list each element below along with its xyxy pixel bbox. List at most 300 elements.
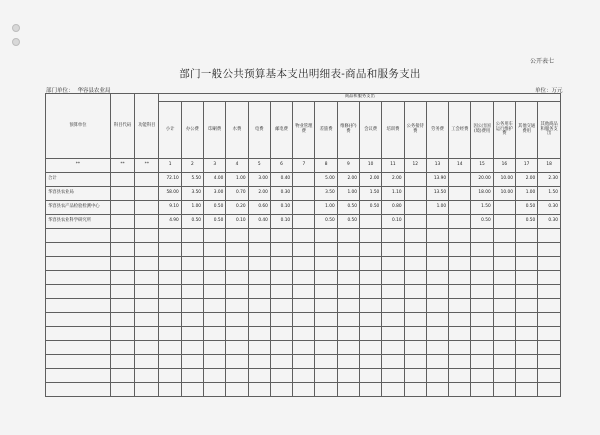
empty-cell <box>426 229 448 243</box>
table-cell: 0.10 <box>270 201 292 215</box>
empty-cell <box>538 327 561 341</box>
column-number: 1 <box>159 159 181 173</box>
empty-row <box>46 341 561 355</box>
empty-cell <box>181 271 203 285</box>
empty-cell <box>293 229 315 243</box>
empty-cell <box>515 341 537 355</box>
table-cell: 13.50 <box>426 187 448 201</box>
table-cell: 2.00 <box>515 173 537 187</box>
empty-cell <box>270 341 292 355</box>
empty-cell <box>270 285 292 299</box>
empty-cell <box>293 299 315 313</box>
empty-row <box>46 271 561 285</box>
empty-cell <box>248 341 270 355</box>
empty-cell <box>204 327 226 341</box>
empty-cell <box>471 229 493 243</box>
empty-cell <box>248 229 270 243</box>
empty-cell <box>538 257 561 271</box>
table-cell <box>404 187 426 201</box>
empty-cell <box>204 341 226 355</box>
empty-cell <box>46 229 111 243</box>
row-function <box>135 173 159 187</box>
table-cell: 2.00 <box>337 173 359 187</box>
table-cell: 13.90 <box>426 173 448 187</box>
empty-cell <box>382 229 404 243</box>
table-cell: 0.60 <box>248 201 270 215</box>
column-number: 12 <box>404 159 426 173</box>
table-cell: 0.50 <box>204 215 226 229</box>
empty-cell <box>226 229 248 243</box>
empty-cell <box>248 257 270 271</box>
empty-cell <box>248 355 270 369</box>
empty-cell <box>226 271 248 285</box>
empty-cell <box>426 285 448 299</box>
empty-cell <box>493 243 515 257</box>
empty-cell <box>315 341 337 355</box>
empty-cell <box>248 299 270 313</box>
empty-cell <box>449 383 471 397</box>
empty-cell <box>493 299 515 313</box>
empty-cell <box>337 355 359 369</box>
table-cell: 2.00 <box>382 173 404 187</box>
table-cell: 18.00 <box>471 187 493 201</box>
column-number: 15 <box>471 159 493 173</box>
empty-cell <box>270 257 292 271</box>
empty-cell <box>248 369 270 383</box>
empty-cell <box>426 271 448 285</box>
table-code: 公开表七 <box>530 58 555 65</box>
empty-cell <box>360 341 382 355</box>
column-header: 电费 <box>248 102 270 159</box>
row-unit: 华容县农产品检验检测中心 <box>46 201 111 215</box>
empty-cell <box>204 285 226 299</box>
empty-row <box>46 229 561 243</box>
column-header: 维修(护)费 <box>337 102 359 159</box>
column-header: 劳务费 <box>426 102 448 159</box>
empty-cell <box>293 271 315 285</box>
table-cell: 5.00 <box>315 173 337 187</box>
empty-cell <box>337 313 359 327</box>
empty-cell <box>426 299 448 313</box>
table-cell: 2.00 <box>248 187 270 201</box>
empty-cell <box>204 313 226 327</box>
empty-cell <box>270 271 292 285</box>
empty-cell <box>538 383 561 397</box>
empty-cell <box>493 257 515 271</box>
empty-cell <box>181 327 203 341</box>
empty-cell <box>159 355 181 369</box>
empty-cell <box>226 327 248 341</box>
empty-cell <box>46 313 111 327</box>
empty-cell <box>315 299 337 313</box>
empty-cell <box>404 285 426 299</box>
table-cell: 58.00 <box>159 187 181 201</box>
empty-cell <box>360 369 382 383</box>
empty-cell <box>270 327 292 341</box>
index-mark: ** <box>110 159 134 173</box>
empty-cell <box>293 383 315 397</box>
table-cell: 0.10 <box>226 215 248 229</box>
empty-cell <box>110 271 134 285</box>
table-cell <box>493 215 515 229</box>
empty-cell <box>293 313 315 327</box>
empty-cell <box>426 355 448 369</box>
table-cell: 5.50 <box>181 173 203 187</box>
table-row <box>46 187 561 201</box>
empty-cell <box>270 383 292 397</box>
header-unit: 预算单位 <box>46 94 111 159</box>
table-cell <box>293 173 315 187</box>
table-cell: 2.00 <box>360 173 382 187</box>
empty-cell <box>404 383 426 397</box>
column-header: 办公费 <box>181 102 203 159</box>
empty-row <box>46 313 561 327</box>
department-unit-label: 部门单位： <box>46 88 74 94</box>
index-mark: ** <box>135 159 159 173</box>
table-cell: 4.00 <box>204 173 226 187</box>
table-cell: 0.40 <box>248 215 270 229</box>
empty-cell <box>426 369 448 383</box>
table-cell: 9.10 <box>159 201 181 215</box>
column-header: 印刷费 <box>204 102 226 159</box>
empty-cell <box>226 243 248 257</box>
empty-cell <box>159 299 181 313</box>
empty-cell <box>515 285 537 299</box>
table-cell: 0.70 <box>226 187 248 201</box>
empty-cell <box>471 271 493 285</box>
empty-cell <box>226 341 248 355</box>
empty-cell <box>382 257 404 271</box>
empty-cell <box>515 271 537 285</box>
empty-cell <box>46 285 111 299</box>
table-cell: 1.00 <box>315 201 337 215</box>
table-cell: 0.50 <box>360 201 382 215</box>
empty-cell <box>515 229 537 243</box>
empty-cell <box>181 243 203 257</box>
empty-cell <box>204 243 226 257</box>
empty-cell <box>181 313 203 327</box>
empty-cell <box>110 369 134 383</box>
empty-cell <box>515 355 537 369</box>
empty-cell <box>449 285 471 299</box>
empty-cell <box>110 257 134 271</box>
column-header: 小计 <box>159 102 181 159</box>
empty-cell <box>46 243 111 257</box>
empty-cell <box>204 355 226 369</box>
empty-cell <box>226 299 248 313</box>
empty-cell <box>449 257 471 271</box>
empty-cell <box>404 243 426 257</box>
empty-cell <box>159 341 181 355</box>
column-number: 4 <box>226 159 248 173</box>
empty-cell <box>293 285 315 299</box>
empty-cell <box>110 341 134 355</box>
empty-cell <box>135 313 159 327</box>
empty-cell <box>293 243 315 257</box>
empty-cell <box>471 299 493 313</box>
empty-cell <box>135 327 159 341</box>
empty-cell <box>248 271 270 285</box>
table-cell: 0.50 <box>515 215 537 229</box>
empty-row <box>46 369 561 383</box>
table-cell: 4.90 <box>159 215 181 229</box>
table-cell <box>293 201 315 215</box>
empty-cell <box>248 243 270 257</box>
table-cell: 0.50 <box>204 201 226 215</box>
table-cell <box>293 187 315 201</box>
table-cell: 0.50 <box>337 201 359 215</box>
empty-cell <box>493 271 515 285</box>
table-cell: 0.30 <box>270 187 292 201</box>
column-number: 10 <box>360 159 382 173</box>
empty-cell <box>181 257 203 271</box>
empty-cell <box>159 327 181 341</box>
empty-cell <box>449 341 471 355</box>
table-cell: 10.00 <box>493 187 515 201</box>
empty-cell <box>426 243 448 257</box>
empty-cell <box>382 369 404 383</box>
empty-cell <box>226 369 248 383</box>
empty-cell <box>426 327 448 341</box>
empty-cell <box>538 243 561 257</box>
empty-cell <box>159 313 181 327</box>
table-cell: 0.80 <box>382 201 404 215</box>
empty-cell <box>360 229 382 243</box>
empty-cell <box>493 285 515 299</box>
money-unit: 单位：万元 <box>535 88 563 94</box>
empty-cell <box>337 243 359 257</box>
empty-cell <box>159 243 181 257</box>
empty-cell <box>449 369 471 383</box>
empty-cell <box>293 341 315 355</box>
empty-cell <box>493 341 515 355</box>
empty-cell <box>110 313 134 327</box>
table-cell: 0.30 <box>538 201 561 215</box>
table-cell: 10.00 <box>493 173 515 187</box>
table-cell <box>293 215 315 229</box>
empty-cell <box>360 271 382 285</box>
empty-cell <box>135 355 159 369</box>
empty-cell <box>360 285 382 299</box>
column-number: 6 <box>270 159 292 173</box>
empty-cell <box>135 369 159 383</box>
table-cell <box>493 201 515 215</box>
empty-cell <box>226 285 248 299</box>
empty-cell <box>404 355 426 369</box>
table-cell: 3.50 <box>315 187 337 201</box>
empty-cell <box>46 257 111 271</box>
index-mark: ** <box>46 159 111 173</box>
empty-cell <box>515 383 537 397</box>
column-header: 因公出国(境)费用 <box>471 102 493 159</box>
empty-cell <box>449 243 471 257</box>
empty-cell <box>293 327 315 341</box>
empty-cell <box>315 369 337 383</box>
empty-cell <box>515 369 537 383</box>
table-cell: 0.50 <box>471 215 493 229</box>
empty-cell <box>382 243 404 257</box>
empty-cell <box>226 257 248 271</box>
empty-cell <box>538 369 561 383</box>
empty-cell <box>538 313 561 327</box>
table-cell: 0.20 <box>226 201 248 215</box>
empty-cell <box>426 383 448 397</box>
empty-cell <box>404 271 426 285</box>
header-function: 功能科目 <box>135 94 159 159</box>
empty-cell <box>449 229 471 243</box>
empty-cell <box>135 341 159 355</box>
column-number: 17 <box>515 159 537 173</box>
empty-cell <box>515 299 537 313</box>
empty-cell <box>226 383 248 397</box>
empty-cell <box>315 313 337 327</box>
column-header: 其他交通费用 <box>515 102 537 159</box>
table-cell: 0.50 <box>515 201 537 215</box>
table-row <box>46 173 561 187</box>
empty-cell <box>315 271 337 285</box>
empty-cell <box>360 327 382 341</box>
table-cell: 20.00 <box>471 173 493 187</box>
table-cell <box>404 173 426 187</box>
column-header: 培训费 <box>382 102 404 159</box>
empty-cell <box>204 257 226 271</box>
table-cell <box>360 215 382 229</box>
empty-cell <box>382 299 404 313</box>
table-cell <box>404 201 426 215</box>
column-number: 16 <box>493 159 515 173</box>
empty-cell <box>382 355 404 369</box>
empty-cell <box>382 313 404 327</box>
table-cell: 0.50 <box>181 215 203 229</box>
empty-cell <box>449 271 471 285</box>
column-number: 18 <box>538 159 561 173</box>
empty-cell <box>449 355 471 369</box>
empty-cell <box>293 355 315 369</box>
column-header: 物业管理费 <box>293 102 315 159</box>
empty-cell <box>493 313 515 327</box>
column-number: 11 <box>382 159 404 173</box>
empty-cell <box>293 257 315 271</box>
row-function <box>135 201 159 215</box>
empty-cell <box>493 383 515 397</box>
empty-row <box>46 327 561 341</box>
empty-cell <box>426 257 448 271</box>
empty-cell <box>404 313 426 327</box>
empty-cell <box>110 285 134 299</box>
empty-cell <box>110 299 134 313</box>
table-cell: 1.50 <box>471 201 493 215</box>
table-cell: 3.50 <box>181 187 203 201</box>
empty-cell <box>46 271 111 285</box>
empty-cell <box>315 327 337 341</box>
empty-cell <box>538 271 561 285</box>
empty-cell <box>110 327 134 341</box>
empty-cell <box>515 257 537 271</box>
empty-cell <box>248 313 270 327</box>
empty-cell <box>426 341 448 355</box>
table-cell <box>404 215 426 229</box>
empty-cell <box>270 243 292 257</box>
empty-cell <box>135 243 159 257</box>
empty-cell <box>159 257 181 271</box>
empty-cell <box>110 243 134 257</box>
empty-cell <box>493 369 515 383</box>
empty-cell <box>204 383 226 397</box>
empty-cell <box>360 299 382 313</box>
empty-cell <box>181 285 203 299</box>
table-cell: 1.10 <box>382 187 404 201</box>
empty-cell <box>337 383 359 397</box>
column-header: 其他商品和服务支出 <box>538 102 561 159</box>
empty-cell <box>404 327 426 341</box>
empty-cell <box>315 229 337 243</box>
empty-cell <box>404 369 426 383</box>
empty-cell <box>204 229 226 243</box>
row-unit: 华容县农业科学研究所 <box>46 215 111 229</box>
table-cell: 0.30 <box>538 215 561 229</box>
empty-cell <box>404 341 426 355</box>
table-cell <box>449 187 471 201</box>
row-unit: 合计 <box>46 173 111 187</box>
empty-cell <box>135 271 159 285</box>
empty-cell <box>110 383 134 397</box>
empty-cell <box>493 229 515 243</box>
table-cell: 3.00 <box>204 187 226 201</box>
empty-cell <box>538 355 561 369</box>
empty-cell <box>181 355 203 369</box>
empty-cell <box>404 299 426 313</box>
empty-cell <box>248 383 270 397</box>
empty-cell <box>315 285 337 299</box>
empty-cell <box>226 355 248 369</box>
empty-cell <box>471 341 493 355</box>
empty-cell <box>337 341 359 355</box>
punch-hole-icon <box>12 24 20 32</box>
empty-cell <box>248 327 270 341</box>
empty-cell <box>538 299 561 313</box>
empty-cell <box>360 313 382 327</box>
empty-cell <box>46 341 111 355</box>
column-number: 13 <box>426 159 448 173</box>
empty-row <box>46 355 561 369</box>
column-header: 公务接待费 <box>404 102 426 159</box>
empty-cell <box>493 355 515 369</box>
empty-cell <box>382 327 404 341</box>
empty-cell <box>159 285 181 299</box>
empty-cell <box>471 355 493 369</box>
page-title: 部门一般公共预算基本支出明细表-商品和服务支出 <box>179 68 421 80</box>
empty-cell <box>204 271 226 285</box>
empty-cell <box>449 299 471 313</box>
empty-cell <box>248 285 270 299</box>
column-number: 3 <box>204 159 226 173</box>
empty-cell <box>449 313 471 327</box>
table-cell <box>426 215 448 229</box>
table-cell: 1.50 <box>360 187 382 201</box>
empty-cell <box>337 327 359 341</box>
empty-cell <box>181 299 203 313</box>
empty-cell <box>360 383 382 397</box>
table-cell: 1.50 <box>538 187 561 201</box>
table-cell: 0.40 <box>270 173 292 187</box>
empty-cell <box>538 229 561 243</box>
empty-cell <box>471 313 493 327</box>
column-header: 差旅费 <box>315 102 337 159</box>
empty-cell <box>315 243 337 257</box>
empty-cell <box>46 369 111 383</box>
empty-cell <box>337 271 359 285</box>
empty-cell <box>471 369 493 383</box>
